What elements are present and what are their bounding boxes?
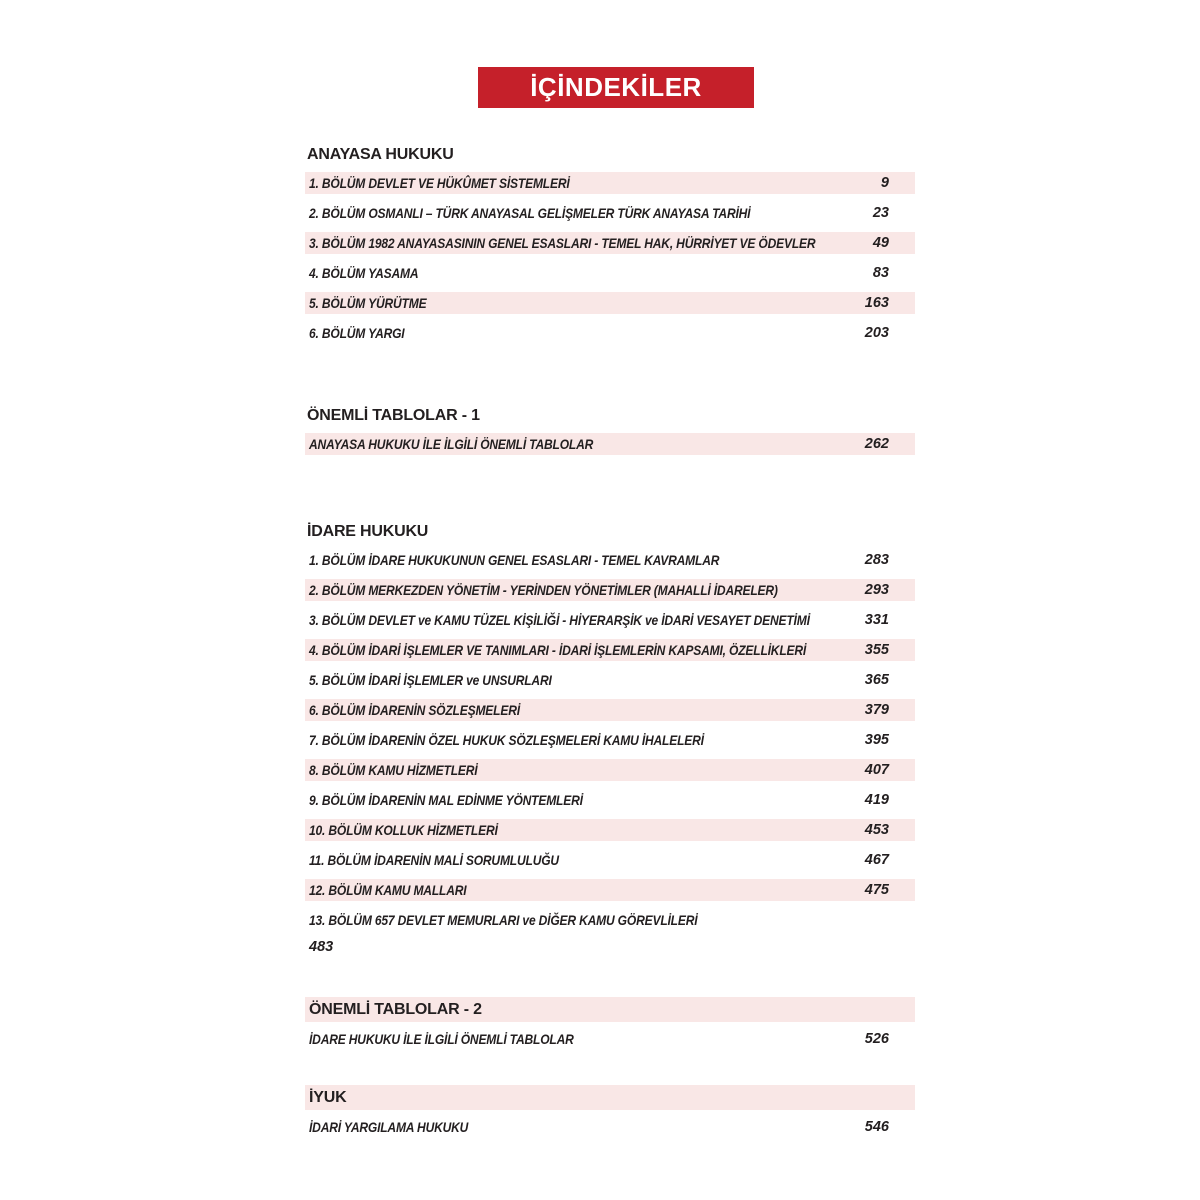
page-number: 475	[864, 882, 889, 898]
page-number: 355	[864, 642, 889, 658]
chapter-title	[309, 822, 855, 838]
toc-row	[305, 433, 915, 455]
page-number: 163	[864, 295, 889, 311]
toc-section-2	[305, 407, 915, 455]
page-number: 467	[864, 852, 889, 868]
page-number: 526	[864, 1031, 889, 1047]
page-number: 395	[864, 732, 889, 748]
chapter-title	[309, 1031, 855, 1047]
toc-row	[305, 322, 915, 344]
page-number: 293	[864, 582, 889, 598]
chapter-title-text: 5. BÖLÜM İDARİ İŞLEMLER ve UNSURLARI	[309, 672, 552, 688]
chapter-title	[309, 762, 855, 778]
section-heading: İYUK	[305, 1085, 915, 1110]
chapter-title	[309, 792, 855, 808]
chapter-title-text: 6. BÖLÜM İDARENİN SÖZLEŞMELERİ	[309, 702, 520, 718]
toc-row	[305, 549, 915, 571]
toc-section-1	[305, 146, 915, 344]
chapter-title	[309, 325, 855, 341]
chapter-title	[309, 295, 855, 311]
chapter-title	[309, 732, 855, 748]
chapter-title-text: 10. BÖLÜM KOLLUK HİZMETLERİ	[309, 822, 498, 838]
chapter-title-text: 8. BÖLÜM KAMU HİZMETLERİ	[309, 762, 478, 778]
chapter-title	[309, 436, 855, 452]
page-number: 546	[864, 1119, 889, 1135]
chapter-title-text: 2. BÖLÜM MERKEZDEN YÖNETİM - YERİNDEN YÖNETİMLER (MAHALLİ İDARELER)	[309, 582, 778, 598]
toc-row	[305, 879, 915, 901]
chapter-title-text: 3. BÖLÜM 1982 ANAYASASININ GENEL ESASLARI - TEMEL HAK, HÜRRİYET VE ÖDEVLER	[309, 235, 816, 251]
toc-row	[305, 639, 915, 661]
chapter-title-text: 1. BÖLÜM DEVLET VE HÜKÛMET SİSTEMLERİ	[309, 175, 570, 191]
page-number: 331	[864, 612, 889, 628]
chapter-title	[309, 205, 863, 221]
page-number: 203	[864, 325, 889, 341]
toc-row	[305, 262, 915, 284]
chapter-title	[309, 702, 855, 718]
chapter-title-text: 13. BÖLÜM 657 DEVLET MEMURLARI ve DİĞER KAMU GÖREVLİLERİ	[309, 912, 698, 928]
chapter-title	[309, 582, 855, 598]
section-heading: ANAYASA HUKUKU	[307, 146, 454, 163]
page-title-banner	[478, 67, 754, 108]
chapter-title-text: 9. BÖLÜM İDARENİN MAL EDİNME YÖNTEMLERİ	[309, 792, 583, 808]
page-number: 365	[864, 672, 889, 688]
toc-section-4	[305, 997, 915, 1050]
toc-row	[305, 202, 915, 224]
chapter-title	[309, 852, 855, 868]
section-heading: ÖNEMLİ TABLOLAR - 2	[305, 997, 915, 1022]
toc-row	[305, 669, 915, 691]
chapter-title	[309, 642, 855, 658]
page-number: 49	[872, 235, 889, 251]
page-title: İÇİNDEKİLER	[530, 72, 702, 102]
page-number: 9	[880, 175, 889, 191]
chapter-title-text: İDARİ YARGILAMA HUKUKU	[309, 1119, 469, 1135]
chapter-title-text: 1. BÖLÜM İDARE HUKUKUNUN GENEL ESASLARI - TEMEL KAVRAMLAR	[309, 552, 720, 568]
toc-row	[305, 609, 915, 631]
chapter-title	[309, 235, 863, 251]
chapter-title-text: 7. BÖLÜM İDARENİN ÖZEL HUKUK SÖZLEŞMELERİ KAMU İHALELERİ	[309, 732, 704, 748]
chapter-title-text: 6. BÖLÜM YARGI	[309, 325, 405, 341]
chapter-title	[309, 912, 889, 928]
page-number: 23	[872, 205, 889, 221]
chapter-title-text: 12. BÖLÜM KAMU MALLARI	[309, 882, 467, 898]
chapter-title	[309, 882, 855, 898]
chapter-title	[309, 265, 863, 281]
page-number: 262	[864, 436, 889, 452]
toc-row	[305, 1028, 915, 1050]
page-number: 407	[864, 762, 889, 778]
page-number: 379	[864, 702, 889, 718]
page-number: 283	[864, 552, 889, 568]
chapter-title-text: 5. BÖLÜM YÜRÜTME	[309, 295, 427, 311]
toc-row	[305, 292, 915, 314]
chapter-title	[309, 612, 855, 628]
toc-row	[305, 232, 915, 254]
chapter-title	[309, 175, 871, 191]
chapter-title-text: ANAYASA HUKUKU İLE İLGİLİ ÖNEMLİ TABLOLAR	[309, 436, 594, 452]
toc-row	[305, 172, 915, 194]
chapter-title-text: 3. BÖLÜM DEVLET ve KAMU TÜZEL KİŞİLİĞİ - HİYERARŞİK ve İDARİ VESAYET DENETİMİ	[309, 612, 810, 628]
toc-row	[305, 759, 915, 781]
table-of-contents	[305, 146, 915, 1138]
chapter-title	[309, 552, 855, 568]
section-heading: İDARE HUKUKU	[307, 523, 429, 540]
toc-row	[305, 909, 915, 931]
chapter-title-text: 4. BÖLÜM YASAMA	[309, 265, 419, 281]
toc-row	[305, 819, 915, 841]
chapter-title-text: 11. BÖLÜM İDARENİN MALİ SORUMLULUĞU	[309, 852, 559, 868]
toc-row	[305, 849, 915, 871]
page-number: 83	[872, 265, 889, 281]
page-number: 419	[864, 792, 889, 808]
chapter-title-text: 4. BÖLÜM İDARİ İŞLEMLER VE TANIMLARI - İDARİ İŞLEMLERİN KAPSAMI, ÖZELLİKLERİ	[309, 642, 807, 658]
toc-row	[305, 1116, 915, 1138]
toc-row	[305, 789, 915, 811]
chapter-title	[309, 1119, 855, 1135]
section-heading: ÖNEMLİ TABLOLAR - 1	[307, 407, 480, 424]
page-number: 483	[309, 939, 334, 955]
toc-row	[305, 699, 915, 721]
toc-row	[305, 729, 915, 751]
chapter-title	[309, 672, 855, 688]
chapter-title-text: İDARE HUKUKU İLE İLGİLİ ÖNEMLİ TABLOLAR	[309, 1031, 574, 1047]
chapter-title-text: 2. BÖLÜM OSMANLI – TÜRK ANAYASAL GELİŞMELER TÜRK ANAYASA TARİHİ	[309, 205, 751, 221]
toc-section-5	[305, 1085, 915, 1138]
toc-section-3	[305, 523, 915, 955]
page-number: 453	[864, 822, 889, 838]
toc-row	[305, 579, 915, 601]
